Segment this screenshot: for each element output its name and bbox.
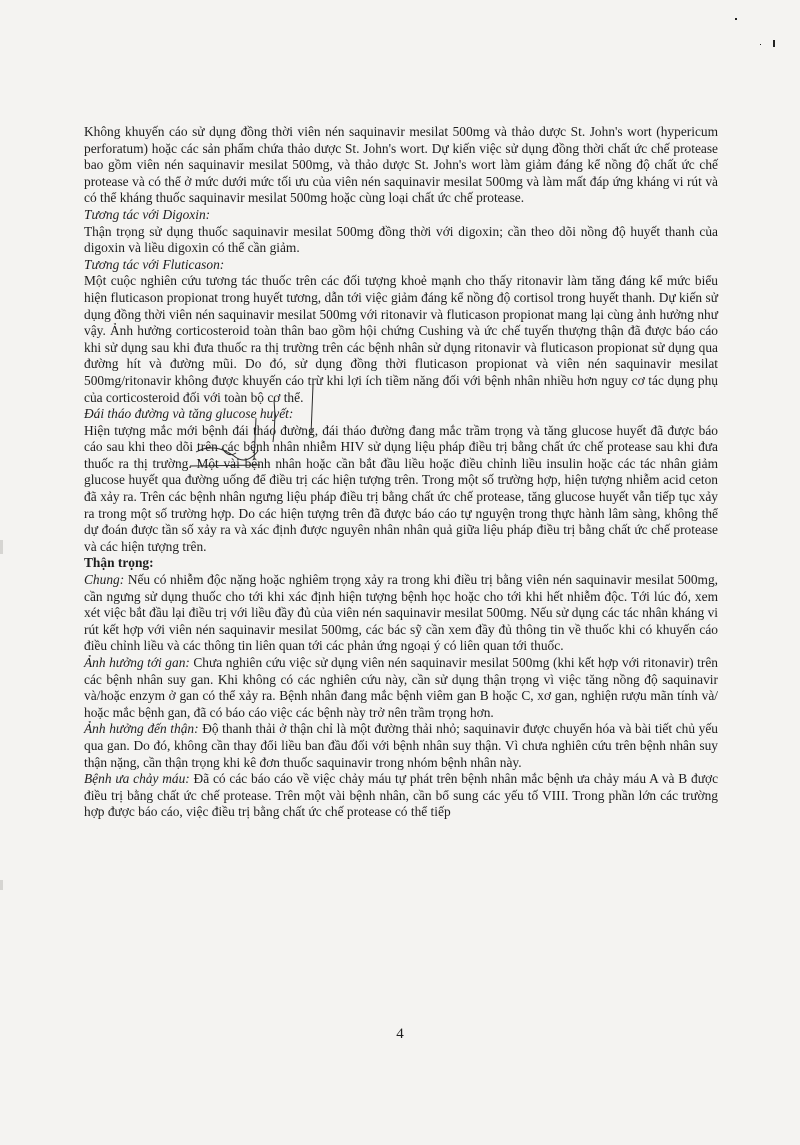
run-in-liver: Ảnh hưởng tới gan: [84,655,190,670]
page-number: 4 [396,1026,404,1042]
paragraph-diabetes: Hiện tượng mắc mới bệnh đái tháo đường, đái tháo đường đang mắc trầm trọng và tăng glucose huyết đã được báo cáo sau khi theo dõi trên các bệnh nhân nhiễm HIV sử dụng liệu pháp điều trị bằng chất ức chế protease sau khi đưa thuốc ra thị trường. Một vài bệnh nhân hoặc cần bắt đầu liều hoặc điều chỉnh liều insulin hoặc các tác nhân giảm glucose huyết qua đường uống để điều trị các hiện tượng trên. Trong một số trường hợp, hiện tượng nhiễm acid ceton đã xảy ra. Trên các bệnh nhân ngưng liệu pháp điều trị bằng chất ức chế protease, tăng glucose huyết vẫn tiếp tục xảy ra trong một số trường hợp. Do các hiện tượng trên đã được báo cáo tự nguyện trong thực hành lâm sàng, không thể dự đoán được tần số xảy ra và xác định được nguyên nhân nhân quả giữa liệu pháp điều trị bằng chất ức chế protease và các hiện tượng trên. [84,422,718,554]
run-in-hemophilia: Bệnh ưa chảy máu: [84,771,190,787]
heading-diabetes: Đái tháo đường và tăng glucose huyết: [84,406,294,422]
text-general: Nếu có nhiễm độc nặng hoặc nghiêm trọng xảy ra trong khi điều trị bằng viên nén saquinavir mesilat 500mg, cần ngưng sử dụng thuốc cho tới khi xác định hiện tượng bệnh học hoặc cho tới khi hết nhiễm độc. Tới lúc đó, xem xét việc bắt đầu lại điều trị với liều đầy đủ của viên nén saquinavir mesilat 500mg. Nếu sử dụng các tác nhân kháng vi rút kết hợp với viên nén saquinavir mesilat 500mg, các bác sỹ cần xem đầy đủ thông tin về thuốc khi có khuyến cáo điều chỉnh liều và các thông tin liên quan tới các phản ứng ngoại ý có liên quan tới thuốc. [84,572,718,654]
text-hemophilia: Đã có các báo cáo về việc chảy máu tự phát trên bệnh nhân mắc bệnh ưa chảy máu A và B được điều trị bằng chất ức chế protease. Trên một vài bệnh nhân, cần bổ sung các yếu tố VIII. Trong phần lớn các trường hợp được báo cáo, việc điều trị bằng chất ức chế protease có thể tiếp [84,771,719,820]
paragraph-liver [84,655,718,721]
heading-digoxin: Tương tác với Digoxin: [84,206,211,222]
scan-speck [773,40,775,47]
text-kidney: Độ thanh thải ở thận chỉ là một đường thải nhỏ; saquinavir được chuyển hóa và bài tiết chủ yếu qua gan. Do đó, không cần thay đổi liều ban đầu đối với bệnh nhân suy thận. Vì chưa nghiên cứu trên bệnh nhân suy thận nặng, cần thận trọng khi kê đơn thuốc saquinavir trong nhóm bệnh nhân này. [84,721,719,770]
paragraph-fluticason: Một cuộc nghiên cứu tương tác thuốc trên các đối tượng khoẻ mạnh cho thấy ritonavir làm tăng đáng kể mức biểu hiện fluticason propionat trong huyết tương, dẫn tới việc giảm đáng kể nồng độ cortisol trong huyết thanh. Dự kiến sử dụng đồng thời viên nén saquinavir mesilat 500mg với ritonavir và fluticason propionat mang lại cùng ảnh hưởng như vậy. Ảnh hưởng corticosteroid toàn thân bao gồm hội chứng Cushing và ức chế tuyến thượng thận đã được báo cáo khi sử dụng sau khi đưa thuốc ra thị trường trên các bệnh nhân sử dụng ritonavir và fluticason propionat sử dụng qua đường hít và đường mũi. Do đó, sử dụng đồng thời fluticason propionat và viên nén saquinavir mesilat 500mg/ritonavir không được khuyến cáo trừ khi lợi ích tiềm năng đối với bệnh nhân nhiều hơn nguy cơ tác dụng phụ của corticosteroid đối với toàn bộ cơ thể. [84,273,718,405]
paragraph-hemophilia [84,771,718,821]
run-in-kidney: Ảnh hưởng đến thận: [84,721,199,737]
document-body [84,124,718,821]
paragraph-general [84,572,718,655]
scan-edge-mark [0,540,3,554]
run-in-general: Chung: [84,572,125,588]
paragraph-kidney [84,721,718,771]
scan-edge-mark [0,880,3,890]
paragraph-st-johns-wort: Không khuyến cáo sử dụng đồng thời viên nén saquinavir mesilat 500mg và thảo dược St. John's wort (hypericum perforatum) hoặc các sản phẩm chứa thảo dược St. John's wort. Dự kiến việc sử dụng đồng thời chất ức chế protease bao gồm viên nén saquinavir mesilat 500mg, và thảo dược St. John's wort làm giảm đáng kể nồng độ chất ức chế protease và có thể ở mức dưới mức tối ưu của viên nén saquinavir mesilat 500mg và làm mất đáp ứng kháng vi rút và có thể kháng thuốc saquinavir mesilat 500mg hoặc cùng loại chất ức chế protease. [84,124,718,206]
heading-fluticason: Tương tác với Fluticason: [84,256,225,272]
text-liver: Chưa nghiên cứu việc sử dụng viên nén saquinavir mesilat 500mg (khi kết hợp với ritonavir) trên các bệnh nhân suy gan. Khi không có các nghiên cứu này, cần sử dụng thận trọng vì việc tăng nồng độ saquinavir và/hoặc enzym ở gan có thể xảy ra. Bệnh nhân đang mắc bệnh viêm gan B hoặc C, xơ gan, nghiện rượu mãn tính và/ hoặc mắc bệnh gan, đã có báo cáo việc các bệnh này trở nên trầm trọng hơn. [84,655,718,720]
scan-speck [735,18,737,20]
heading-precautions: Thận trọng: [84,555,154,571]
scan-speck [760,44,761,45]
paragraph-digoxin: Thận trọng sử dụng thuốc saquinavir mesilat 500mg đồng thời với digoxin; cần theo dõi nồng độ huyết thanh của digoxin và liều digoxin có thể cần giảm. [84,223,718,256]
